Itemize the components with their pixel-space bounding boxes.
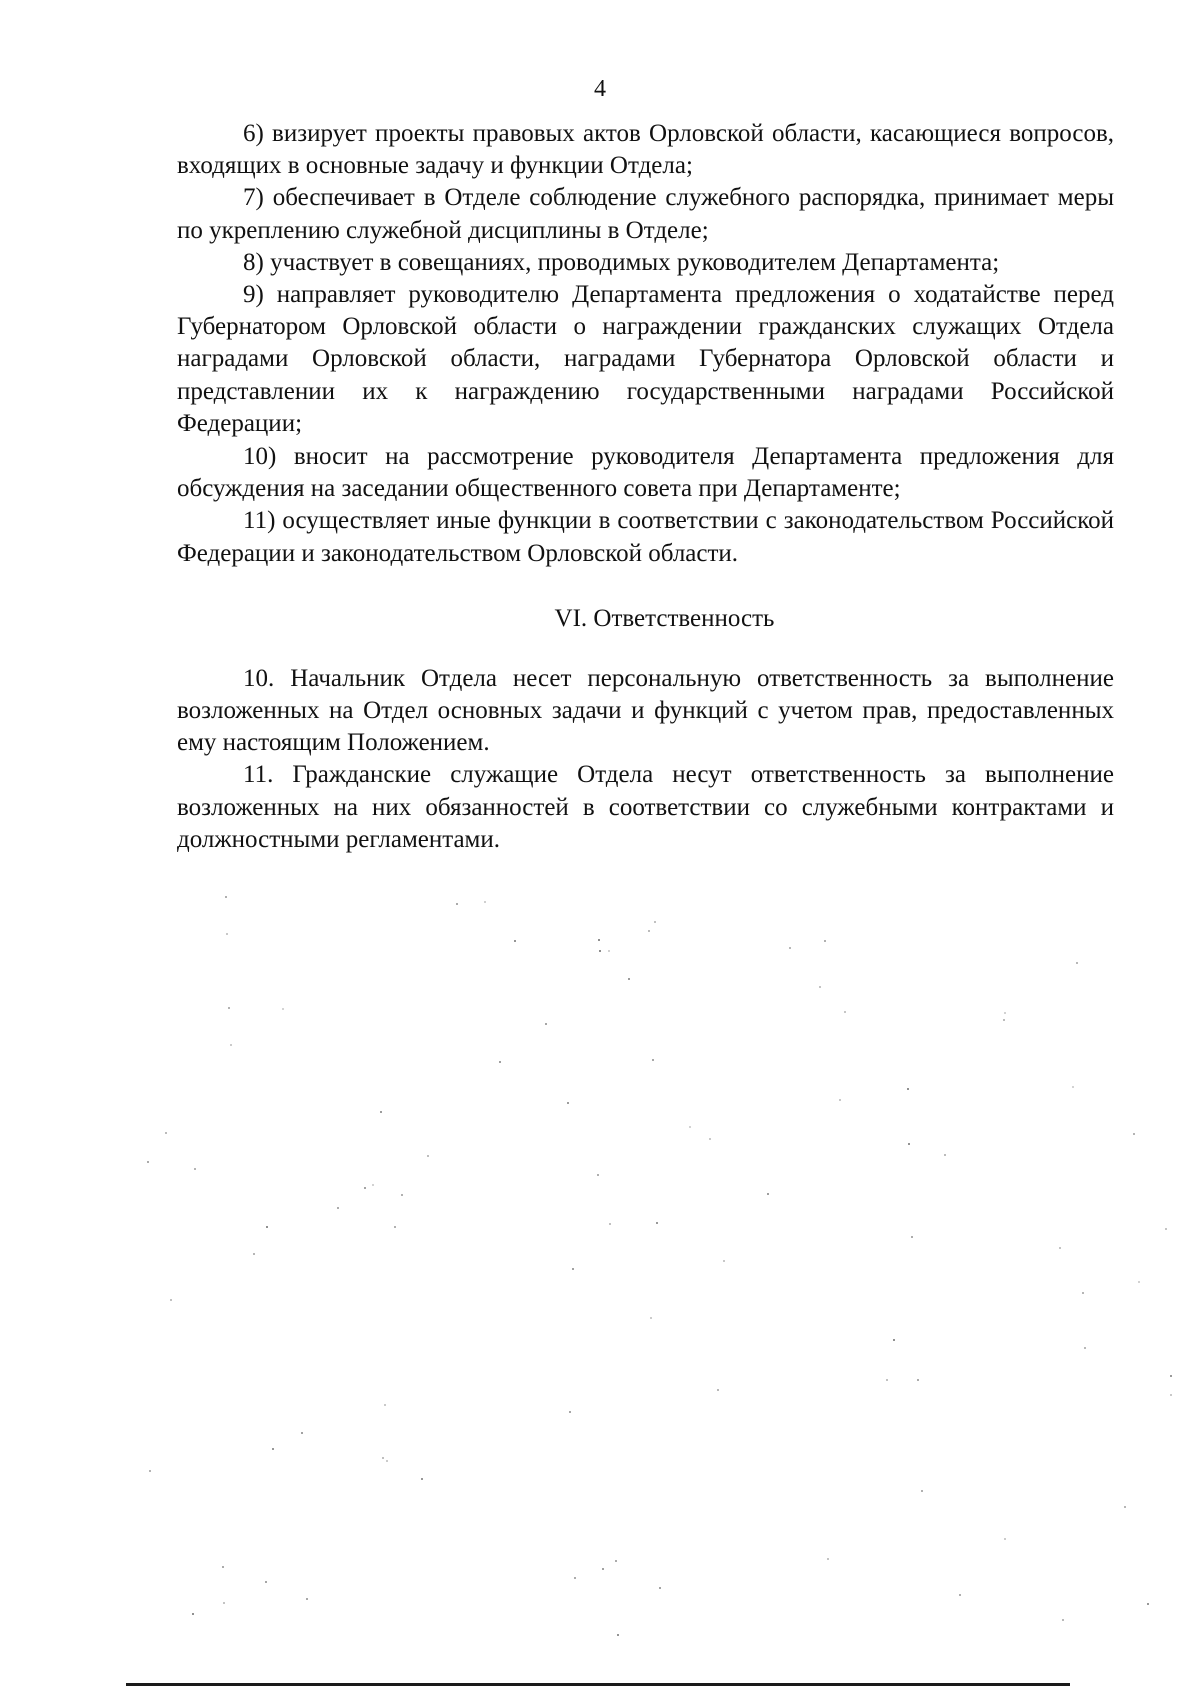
scan-speck (648, 930, 650, 932)
scan-speck (384, 1404, 386, 1406)
scan-speck (170, 1299, 172, 1301)
scan-speck (1138, 1281, 1140, 1283)
scan-speck (723, 1260, 725, 1262)
scan-speck (225, 896, 227, 898)
scan-speck (226, 933, 228, 935)
scan-speck (659, 1587, 661, 1589)
scan-speck (192, 1613, 194, 1615)
scan-speck (602, 1568, 604, 1570)
scan-speck (652, 1059, 654, 1061)
scan-speck (789, 947, 791, 949)
scan-speck (380, 1111, 382, 1113)
scan-speck (386, 1460, 388, 1462)
scan-speck (598, 939, 600, 941)
scan-speck (301, 1432, 303, 1434)
scan-speck (628, 978, 630, 980)
scan-speck (654, 921, 656, 923)
scan-speck (1004, 1538, 1006, 1540)
scan-speck (401, 1194, 403, 1196)
scan-speck (230, 1044, 232, 1046)
scan-speck (908, 1143, 910, 1145)
scan-speck (282, 1008, 284, 1010)
scan-speck (608, 950, 610, 952)
scan-speck (1170, 1394, 1172, 1396)
section-title: VI. Ответственность (554, 604, 775, 632)
scan-speck (337, 1207, 339, 1209)
scan-speck (306, 1598, 308, 1600)
scan-speck (617, 1634, 619, 1636)
scan-speck (272, 1448, 274, 1450)
scan-speck (650, 1317, 652, 1319)
scan-speck (484, 901, 486, 903)
scan-speck (569, 1411, 571, 1413)
scan-speck (567, 1102, 569, 1104)
scan-speck (1133, 1133, 1135, 1135)
scan-speck (609, 1223, 611, 1225)
scan-speck (844, 1011, 846, 1013)
scan-speck (599, 950, 601, 952)
scan-speck (839, 1099, 841, 1101)
scan-speck (767, 1193, 769, 1195)
scan-speck (827, 1558, 829, 1560)
scan-speck (1003, 1019, 1005, 1021)
scan-speck (545, 1023, 547, 1025)
scan-speck (364, 1187, 366, 1189)
scan-speck (149, 1470, 151, 1472)
responsibility-item-11: 11. Гражданские служащие Отдела несут ответственность за выполнение возложенных на них обязанностей в соответствии со служебными контрактами и должностными регламентами. (177, 761, 1114, 853)
page-bottom-edge-line (126, 1683, 1070, 1686)
scan-speck (1072, 1086, 1074, 1088)
scan-speck (165, 1132, 167, 1134)
scan-speck (1062, 1619, 1064, 1621)
scan-speck (1082, 1292, 1084, 1294)
scan-speck (228, 1007, 230, 1009)
paragraph-item-9: 9) направляет руководителю Департамента предложения о ходатайстве перед Губернатором Орловской области о награждении гражданских служащих Отдела наградами Орловской области, наградами Губернатора Орловской области и представлении их к награждению государственными наградами Российской Федерации; (177, 281, 1114, 437)
scan-speck (1059, 1247, 1061, 1249)
scan-speck (893, 1339, 895, 1341)
paragraph-item-11: 11) осуществляет иные функции в соответствии с законодательством Российской Федерации и законодательством Орловской области. (177, 507, 1114, 567)
scan-speck (427, 1155, 429, 1157)
scan-speck (819, 986, 821, 988)
scan-speck (597, 1174, 599, 1176)
scan-speck (223, 1602, 225, 1604)
scan-speck (394, 1226, 396, 1228)
scan-speck (921, 1490, 923, 1492)
scan-speck (917, 1379, 919, 1381)
scan-speck (456, 903, 458, 905)
paragraph-item-7: 7) обеспечивает в Отделе соблюдение служебного распорядка, принимает меры по укреплению служебной дисциплины в Отделе; (177, 184, 1114, 244)
scan-speck (382, 1457, 384, 1459)
scan-speck (907, 1088, 909, 1090)
scan-speck (717, 1389, 719, 1391)
scan-speck (1170, 1375, 1172, 1377)
scan-speck (886, 1379, 888, 1381)
paragraph-item-6: 6) визирует проекты правовых актов Орловской области, касающиеся вопросов, входящих в основные задачу и функции Отдела; (177, 120, 1114, 180)
scan-speck (265, 1581, 267, 1583)
scan-speck (266, 1226, 268, 1228)
scan-speck (147, 1161, 149, 1163)
page-number: 4 (594, 76, 606, 102)
scan-speck (824, 940, 826, 942)
scan-speck (1147, 1603, 1149, 1605)
scan-speck (911, 1236, 913, 1238)
paragraph-item-10: 10) вносит на рассмотрение руководителя Департамента предложения для обсуждения на заседании общественного совета при Департаменте; (177, 443, 1114, 503)
scan-speck (194, 1168, 196, 1170)
scan-speck (574, 1577, 576, 1579)
scan-speck (944, 1154, 946, 1156)
scan-speck (689, 1126, 691, 1128)
scan-speck (222, 1566, 224, 1568)
scan-speck (372, 1184, 374, 1186)
scan-speck (253, 1253, 255, 1255)
scan-speck (1076, 962, 1078, 964)
document-body (177, 118, 1114, 856)
scan-speck (499, 1061, 501, 1063)
scan-speck (1165, 1228, 1167, 1230)
scan-speck (514, 940, 516, 942)
scan-speck (1084, 1347, 1086, 1349)
scan-speck (709, 1138, 711, 1140)
paragraph-item-8: 8) участвует в совещаниях, проводимых руководителем Департамента; (243, 248, 1000, 276)
scan-speck (1124, 1506, 1126, 1508)
scan-speck (615, 1560, 617, 1562)
scan-speck (959, 1594, 961, 1596)
scan-speck (421, 1478, 423, 1480)
scan-speck (656, 1222, 658, 1224)
responsibility-item-10: 10. Начальник Отдела несет персональную ответственность за выполнение возложенных на Отдел основных задачи и функций с учетом прав, предоставленных ему настоящим Положением. (177, 664, 1114, 757)
scan-speck (572, 1268, 574, 1270)
scan-speck (1004, 1012, 1006, 1014)
